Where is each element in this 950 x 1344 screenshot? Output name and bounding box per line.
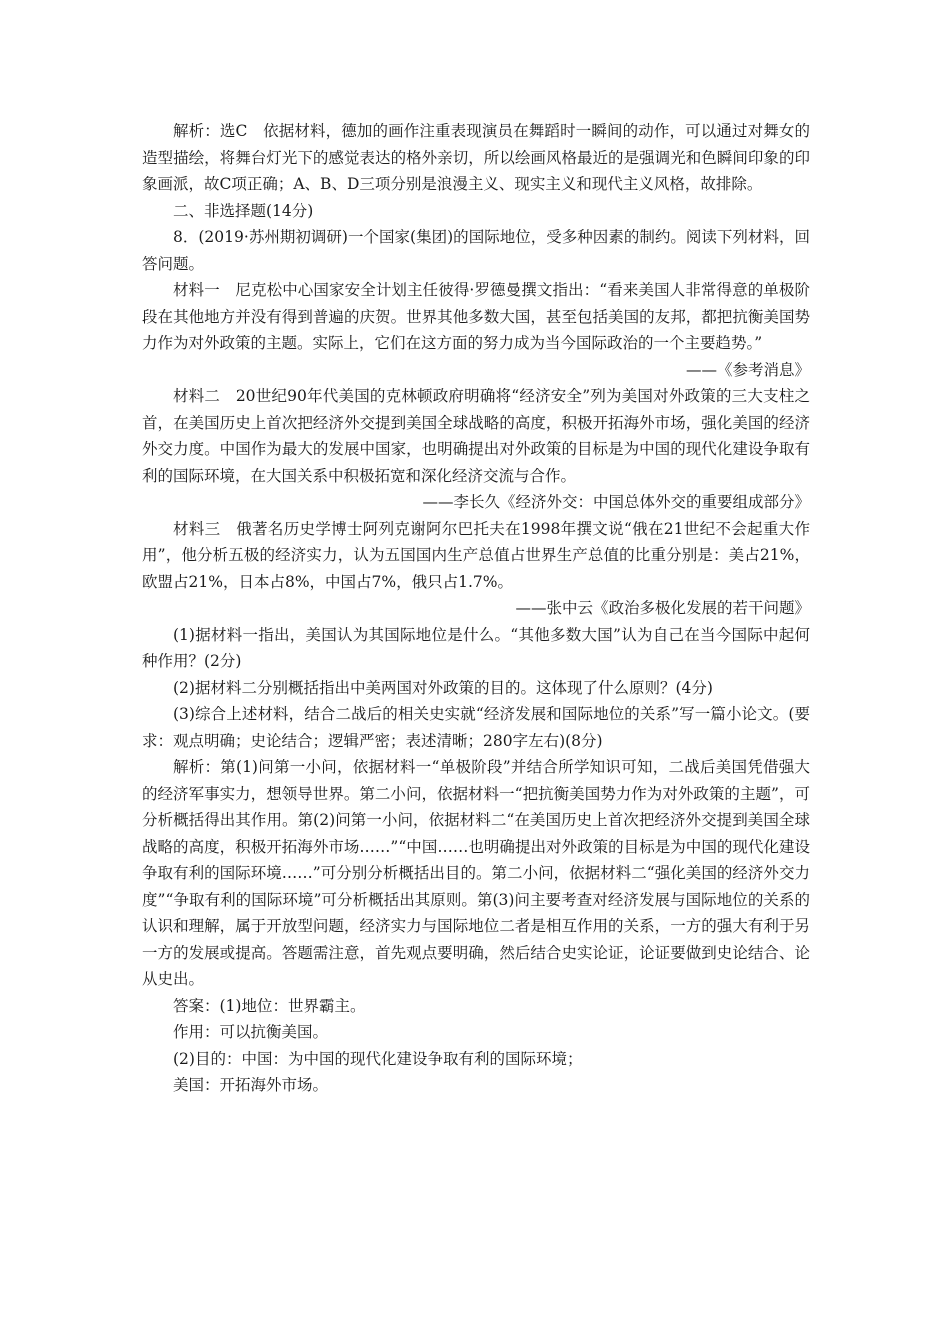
material-3: 材料三 俄著名历史学博士阿列克谢阿尔巴托夫在1998年撰文说“俄在21世纪不会起重大作用”，他分析五极的经济实力，认为五国国内生产总值占世界生产总值的比重分别是：美占21%，欧盟占21%，日本占8%，中国占7%，俄只占1.7%。 [142, 519, 810, 591]
document-page [142, 118, 810, 1099]
answer-line-3: (2)目的：中国：为中国的现代化建设争取有利的国际环境； [173, 1049, 583, 1068]
analysis-q8: 解析：第(1)问第一小问，依据材料一“单极阶段”并结合所学知识可知，二战后美国凭借强大的经济军事实力，想领导世界。第二小问，依据材料一“把抗衡美国势力作为对外政策的主题”，可分析概括得出其作用。第(2)问第一小问，依据材料二“在美国历史上首次把经济外交提到美国全球战略的高度，积极开拓海外市场……”“中国……也明确提出对外政策的目标是为中国的现代化建设争取有利的国际环境……”可分别分析概括出目的。第二小问，依据材料二“强化美国的经济外交力度”“争取有利的国际环境”可分析概括出其原则。第(3)问主要考查对经济发展与国际地位的关系的认识和理解，属于开放型问题，经济实力与国际地位二者是相互作用的关系，一方的强大有利于另一方的发展或提高。答题需注意，首先观点要明确，然后结合史实论证，论证要做到史论结合、论从史出。 [142, 758, 810, 988]
sub-question-2: (2)据材料二分别概括指出中美两国对外政策的目的。这体现了什么原则？(4分) [173, 678, 713, 697]
answer-line-1: 答案：(1)地位：世界霸主。 [173, 996, 366, 1015]
material-1-source: ——《参考消息》 [685, 360, 810, 379]
answer-line-2: 作用：可以抗衡美国。 [173, 1023, 329, 1041]
answer-line-4: 美国：开拓海外市场。 [173, 1076, 329, 1094]
material-2: 材料二 20世纪90年代美国的克林顿政府明确将“经济安全”列为美国对外政策的三大支柱之首，在美国历史上首次把经济外交提到美国全球战略的高度，积极开拓海外市场，强化美国的经济外交力度。中国作为最大的发展中国家，也明确提出对外政策的目标是为中国的现代化建设争取有利的国际环境，在大国关系中积极拓宽和深化经济交流与合作。 [142, 387, 810, 485]
section-heading: 二、非选择题(14分) [173, 201, 314, 220]
sub-question-3: (3)综合上述材料，结合二战后的相关史实就“经济发展和国际地位的关系”写一篇小论文。(要求：观点明确；史论结合；逻辑严密；表述清晰；280字左右)(8分) [142, 705, 810, 750]
material-1: 材料一 尼克松中心国家安全计划主任彼得·罗德曼撰文指出：“看来美国人非常得意的单极阶段在其他地方并没有得到普遍的庆贺。世界其他多数大国，甚至包括美国的友邦，都把抗衡美国势力作为对外政策的主题。实际上，它们在这方面的努力成为当今国际政治的一个主要趋势。” [142, 281, 810, 352]
question-8-stem: 8．(2019·苏州期初调研)一个国家(集团)的国际地位，受多种因素的制约。阅读下列材料，回答问题。 [142, 228, 810, 273]
sub-question-1: (1)据材料一指出，美国认为其国际地位是什么。“其他多数大国”认为自己在当今国际中起何种作用？(2分) [142, 625, 810, 670]
analysis-q7: 解析：选C 依据材料，德加的画作注重表现演员在舞蹈时一瞬间的动作，可以通过对舞女的造型描绘，将舞台灯光下的感觉表达的格外亲切，所以绘画风格最近的是强调光和色瞬间印象的印象画派，故C项正确；A、B、D三项分别是浪漫主义、现实主义和现代主义风格，故排除。 [142, 122, 810, 193]
material-3-source: ——张中云《政治多极化发展的若干问题》 [515, 599, 810, 617]
material-2-source: ——李长久《经济外交：中国总体外交的重要组成部分》 [422, 493, 810, 511]
